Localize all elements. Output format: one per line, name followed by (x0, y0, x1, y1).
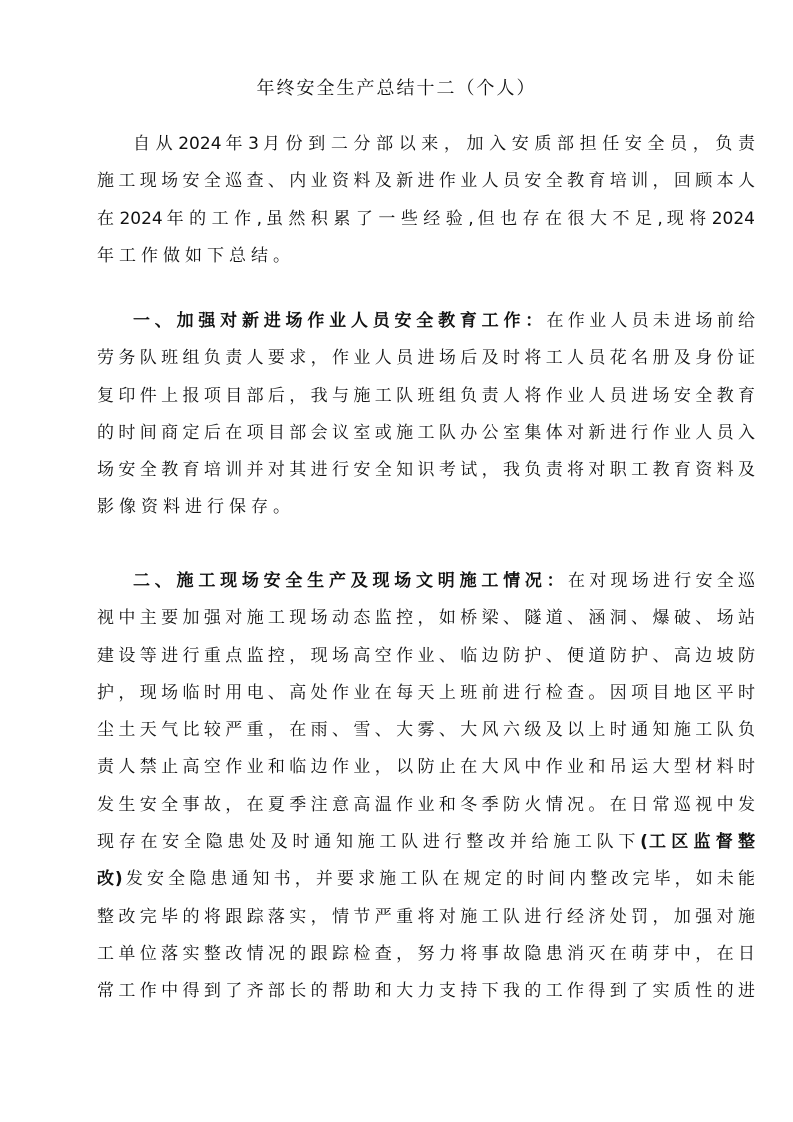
text-segment: 尘 土 天 气 比 较 严 重 ， 在 雨 、 雪 、 大 雾 、 大 风 六 级 及 以 上 时 通 知 施 工 队 负 (97, 720, 755, 741)
text-segment: 复 印 件 上 报 项 目 部 后 ， 我 与 施 工 队 班 组 负 责 人 将 作 业 人 员 进 场 安 全 教 育 (97, 385, 755, 406)
text-segment: 在 作 业 人 员 未 进 场 前 给 (546, 311, 755, 331)
text-segment: 护 ， 现 场 临 时 用 电 、 高 处 作 业 在 每 天 上 班 前 进 行 检 查 。 因 项 目 地 区 平 时 (97, 682, 755, 703)
paragraph-intro (97, 126, 755, 275)
text-line (97, 787, 755, 824)
text-segment: 年工作做如下总结。 (97, 245, 295, 266)
text-segment: 影像资料进行保存。 (97, 497, 295, 518)
document-title: 年终安全生产总结十二（个人） (256, 78, 537, 99)
text-line (97, 675, 755, 712)
text-line (97, 340, 755, 377)
text-segment: 整 改 完 毕 的 将 跟 踪 落 实 ， 情 节 严 重 将 对 施 工 队 进 行 经 济 处 罚 ， 加 强 对 施 (97, 906, 755, 927)
paragraph-safety-education (97, 303, 755, 527)
text-line (97, 303, 755, 340)
bold-text-segment: 一 、 加 强 对 新 进 场 作 业 人 员 安 全 教 育 工 作 ： (133, 311, 544, 331)
text-line (97, 378, 755, 415)
text-segment: 常 工 作 中 得 到 了 齐 部 长 的 帮 助 和 大 力 支 持 下 我 的 工 作 得 到 了 实 质 性 的 进 (97, 981, 755, 1002)
text-line (97, 936, 755, 973)
text-segment: 在 2024 年 的 工 作 , 虽 然 积 累 了 一 些 经 验 , 但 也 存 在 很 大 不 足 , 现 将 2024 (97, 208, 755, 229)
text-segment: 视 中 主 要 加 强 对 施 工 现 场 动 态 监 控 ， 如 桥 梁 、 隧 道 、 涵 洞 、 爆 破 、 场 站 (97, 608, 755, 629)
text-segment: 发 生 安 全 事 故 ， 在 夏 季 注 意 高 温 作 业 和 冬 季 防 火 情 况 。 在 日 常 巡 视 中 发 (97, 794, 755, 815)
text-segment: 的 时 间 商 定 后 在 项 目 部 会 议 室 或 施 工 队 办 公 室 集 体 对 新 进 行 作 业 人 员 入 (97, 422, 755, 443)
bold-text-segment: 改) (97, 869, 123, 890)
text-segment: 自 从 2024 年 3 月 份 到 二 分 部 以 来 ， 加 入 安 质 部 担 任 安 全 员 ， 负 责 (133, 134, 755, 154)
text-line (97, 899, 755, 936)
text-segment: 施 工 现 场 安 全 巡 查 、 内 业 资 料 及 新 进 作 业 人 员 安 全 教 育 培 训 ， 回 顾 本 人 (97, 171, 755, 192)
text-line (97, 238, 755, 275)
text-line (97, 489, 755, 526)
text-line (97, 563, 755, 600)
text-line (97, 126, 755, 163)
text-segment: 现 存 在 安 全 隐 患 处 及 时 通 知 施 工 队 进 行 整 改 并 给 施 工 队 下 (97, 832, 641, 853)
text-segment: 工 单 位 落 实 整 改 情 况 的 跟 踪 检 查 ， 努 力 将 事 故 隐 患 消 灭 在 萌 芽 中 ， 在 日 (97, 943, 755, 964)
text-segment: 责 人 禁 止 高 空 作 业 和 临 边 作 业 ， 以 防 止 在 大 风 中 作 业 和 吊 运 大 型 材 料 时 (97, 757, 755, 778)
text-line (97, 824, 755, 861)
text-line (97, 861, 755, 898)
text-segment: 场 安 全 教 育 培 训 并 对 其 进 行 安 全 知 识 考 试 ， 我 负 责 将 对 职 工 教 育 资 料 及 (97, 460, 755, 481)
text-line (97, 415, 755, 452)
text-line (97, 201, 755, 238)
text-line (97, 452, 755, 489)
text-line (97, 749, 755, 786)
text-segment: 劳 务 队 班 组 负 责 人 要 求 ， 作 业 人 员 进 场 后 及 时 将 工 人 员 花 名 册 及 身 份 证 (97, 348, 755, 369)
text-segment: 建 设 等 进 行 重 点 监 控 ， 现 场 高 空 作 业 、 临 边 防 护 、 便 道 防 护 、 高 边 坡 防 (97, 645, 755, 666)
text-line (97, 600, 755, 637)
text-line (97, 712, 755, 749)
bold-text-segment: 二 、 施 工 现 场 安 全 生 产 及 现 场 文 明 施 工 情 况 ： (133, 571, 565, 591)
text-segment: 在 对 现 场 进 行 安 全 巡 (567, 571, 756, 591)
text-line (97, 638, 755, 675)
bold-text-segment: (工 区 监 督 整 (640, 832, 755, 853)
text-line (97, 163, 755, 200)
text-line (97, 973, 755, 1010)
paragraph-site-safety (97, 563, 755, 1011)
text-segment: 发 安 全 隐 患 通 知 书 ， 并 要 求 施 工 队 在 规 定 的 时 间 内 整 改 完 毕 ， 如 未 能 (125, 869, 755, 890)
